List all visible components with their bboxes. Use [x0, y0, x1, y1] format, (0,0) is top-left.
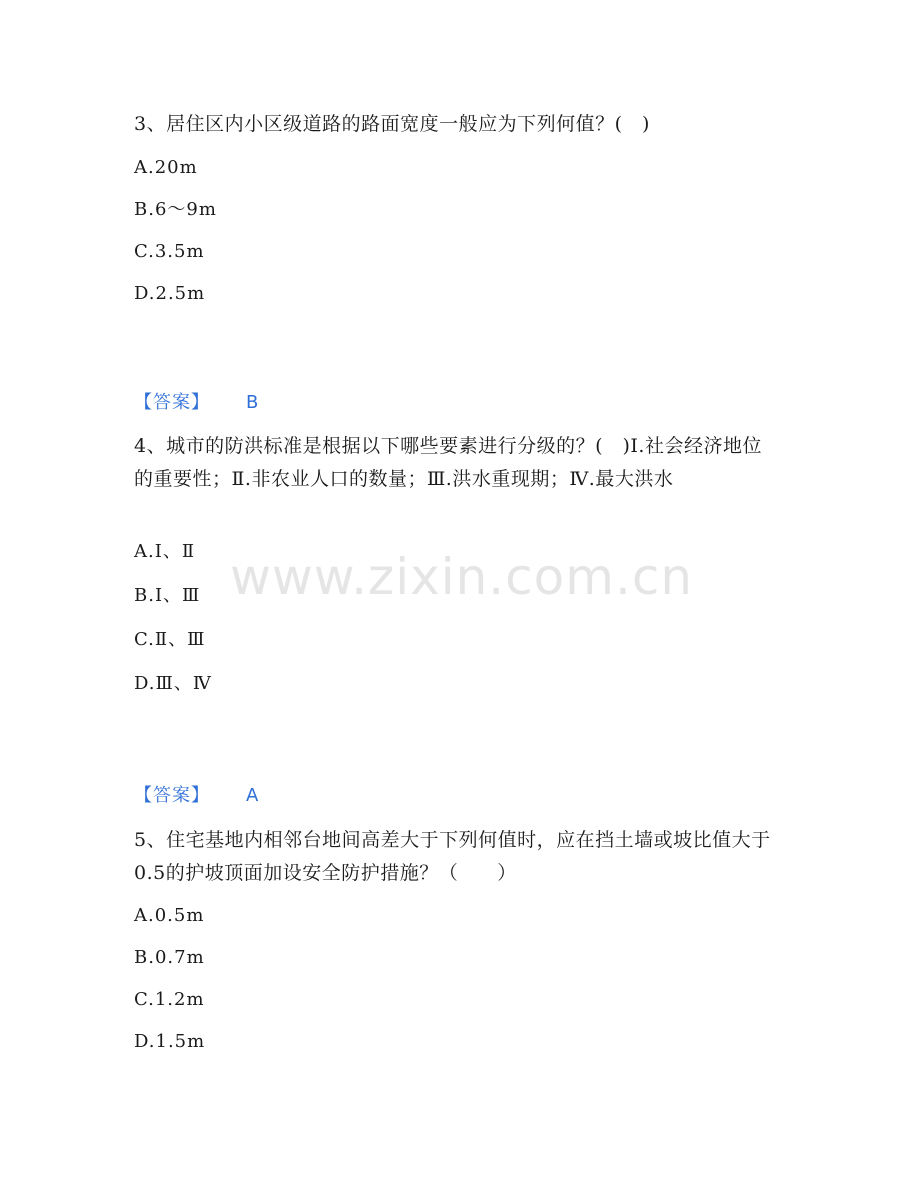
answer-4: [134, 784, 258, 808]
option-3c[interactable]: C.3.5m: [134, 241, 205, 262]
answer-3-value: B: [246, 392, 259, 413]
question-5: [134, 824, 780, 890]
option-4c[interactable]: C.Ⅱ、Ⅲ: [134, 629, 206, 650]
option-4a[interactable]: A.Ⅰ、Ⅱ: [134, 541, 196, 562]
option-5c[interactable]: C.1.2m: [134, 989, 205, 1010]
question-4-stem: 4、城市的防洪标准是根据以下哪些要素进行分级的？( )Ⅰ.社会经济地位的重要性；Ⅱ.非农业人口的数量；Ⅲ.洪水重现期；Ⅳ.最大洪水: [134, 435, 762, 490]
answer-4-value: A: [246, 785, 259, 806]
option-5d[interactable]: D.1.5m: [134, 1031, 206, 1052]
option-3b[interactable]: B.6～9m: [134, 199, 217, 220]
answer-4-tag: 【答案】: [134, 785, 210, 806]
answer-3: [134, 391, 258, 415]
option-4d[interactable]: D.Ⅲ、Ⅳ: [134, 673, 212, 694]
option-4b[interactable]: B.Ⅰ、Ⅲ: [134, 585, 201, 606]
watermark: www.zixin.com.cn: [230, 548, 694, 606]
option-5b[interactable]: B.0.7m: [134, 947, 205, 968]
question-3-stem: 3、居住区内小区级道路的路面宽度一般应为下列何值？( ): [134, 113, 650, 135]
question-4: [134, 430, 780, 496]
option-3a[interactable]: A.20m: [134, 157, 198, 178]
answer-3-tag: 【答案】: [134, 392, 210, 413]
question-3: [134, 108, 780, 141]
option-3d[interactable]: D.2.5m: [134, 283, 206, 304]
question-5-stem: 5、住宅基地内相邻台地间高差大于下列何值时，应在挡土墙或坡比值大于0.5的护坡顶面加设安全防护措施？（ ）: [134, 829, 771, 884]
option-5a[interactable]: A.0.5m: [134, 905, 205, 926]
